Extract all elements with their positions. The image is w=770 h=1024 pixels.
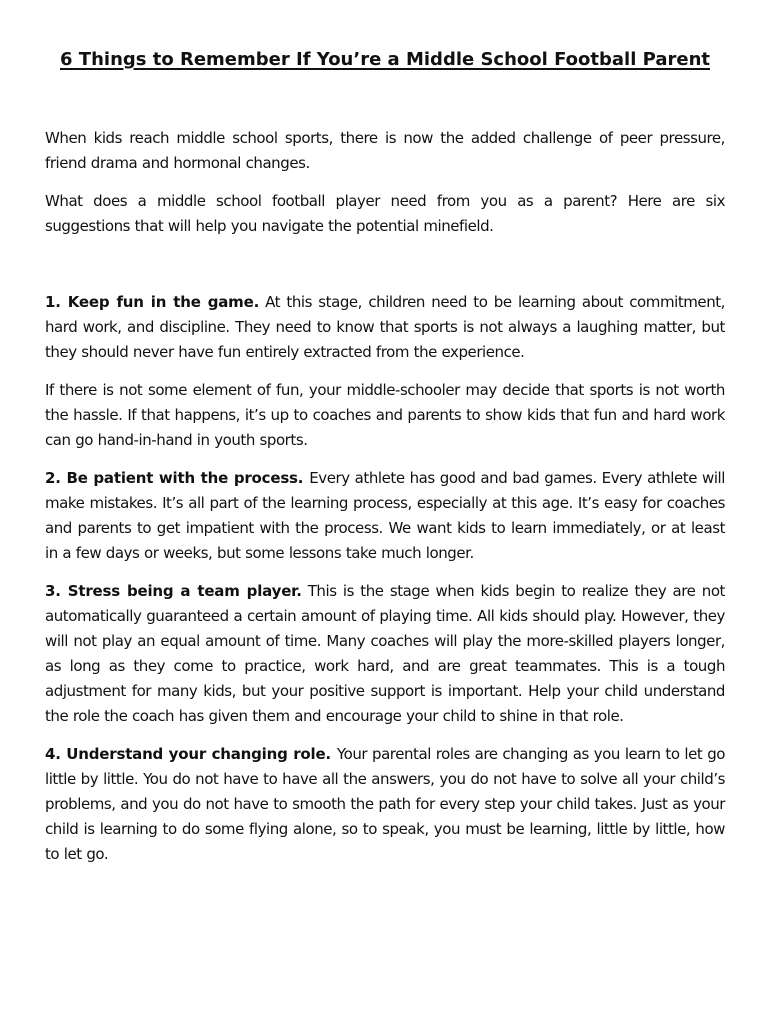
tip-text: At this stage, children need to be learning about commitment, hard work, and discipline. They need to know that sports is not always a laughing matter, but they should never have fun entirely extracted from the experience. (45, 293, 725, 361)
tip-paragraph (45, 579, 725, 729)
intro-paragraph: What does a middle school football player need from you as a parent? Here are six suggestions that will help you navigate the potential minefield. (45, 192, 725, 235)
intro-paragraph: When kids reach middle school sports, there is now the added challenge of peer pressure, friend drama and hormonal changes. (45, 129, 725, 172)
tip-heading: 2. Be patient with the process. (45, 469, 304, 487)
tip-paragraph (45, 742, 725, 867)
tip-paragraph (45, 466, 725, 566)
tip-text: Your parental roles are changing as you learn to let go little by little. You do not have to have all the answers, you do not have to solve all your child’s problems, and you do not have to smooth the path for every step your child takes. Just as your child is learning to do some flying alone, so to speak, you must be learning, little by little, how to let go. (45, 745, 726, 863)
tip-heading: 4. Understand your changing role. (45, 745, 331, 763)
tip-paragraph (45, 378, 725, 453)
document-title: 6 Things to Remember If You’re a Middle School Football Parent (60, 49, 710, 70)
document-body (45, 126, 725, 880)
tip-text: If there is not some element of fun, your middle-schooler may decide that sports is not worth the hassle. If that happens, it’s up to coaches and parents to show kids that fun and hard work can go hand-in-hand in youth sports. (45, 381, 725, 449)
tip-text: This is the stage when kids begin to realize they are not automatically guaranteed a certain amount of playing time. All kids should play. However, they will not play an equal amount of time. Many coaches will play the more-skilled players longer, as long as they come to practice, work hard, and are great teammates. This is a tough adjustment for many kids, but your positive support is important. Help your child understand the role the coach has given them and encourage your child to shine in that role. (45, 582, 725, 725)
tip-text: Every athlete has good and bad games. Every athlete will make mistakes. It’s all part of the learning process, especially at this age. It’s easy for coaches and parents to get impatient with the process. We want kids to learn immediately, or at least in a few days or weeks, but some lessons take much longer. (45, 469, 725, 562)
tip-heading: 3. Stress being a team player. (45, 582, 302, 600)
tip-paragraph (45, 290, 725, 365)
tip-heading: 1. Keep fun in the game. (45, 293, 260, 311)
